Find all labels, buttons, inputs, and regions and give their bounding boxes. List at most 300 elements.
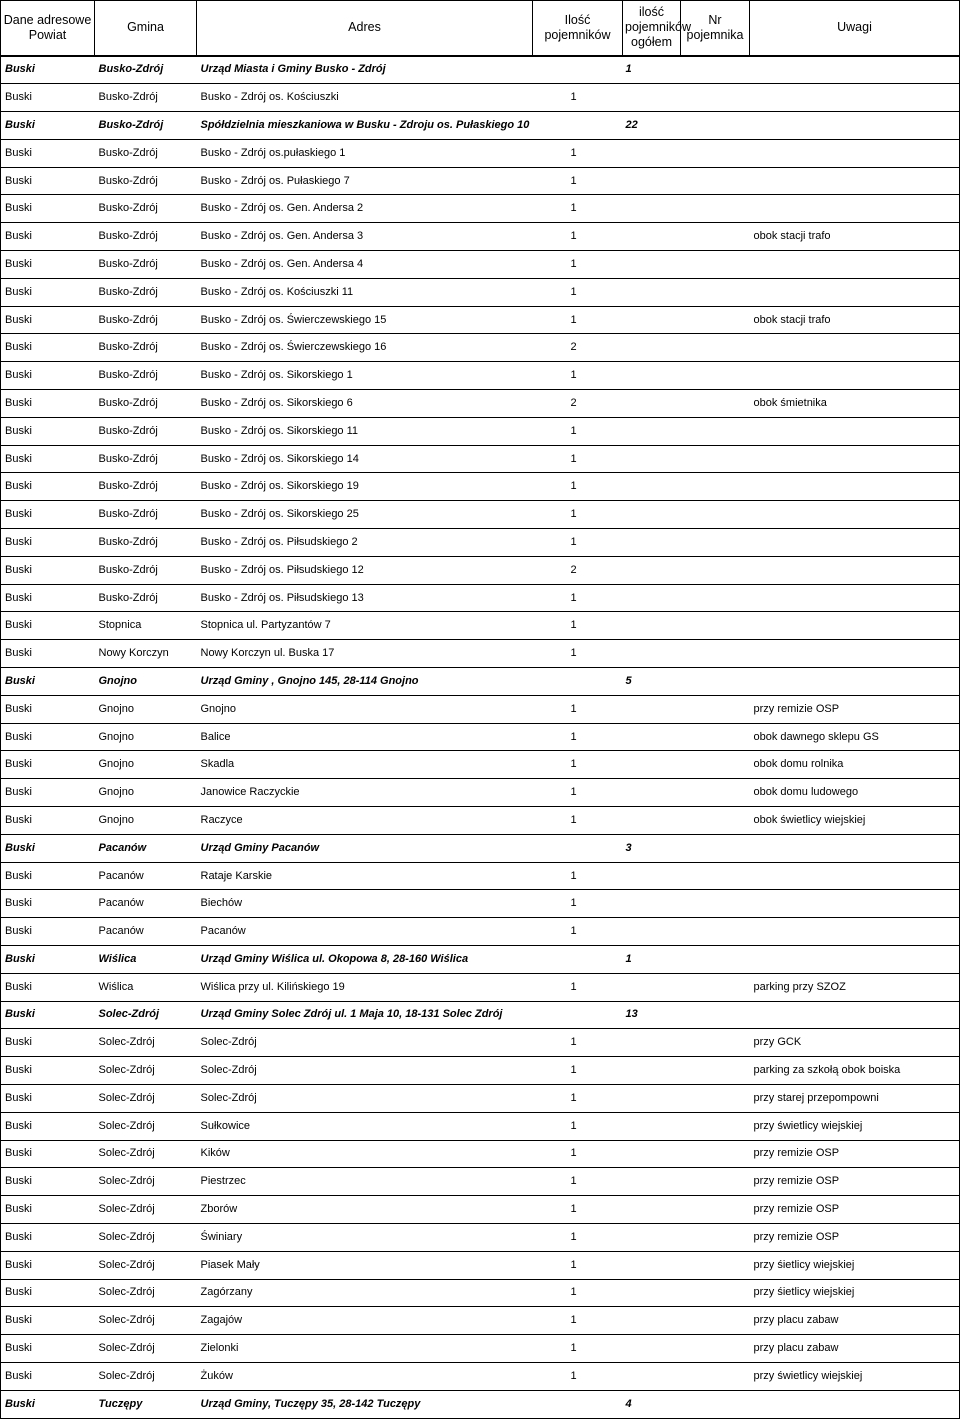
cell-ilosc bbox=[533, 56, 623, 84]
cell-powiat: Buski bbox=[1, 807, 95, 835]
cell-powiat: Buski bbox=[1, 473, 95, 501]
cell-gmina: Solec-Zdrój bbox=[95, 1196, 197, 1224]
cell-ogolem bbox=[623, 973, 681, 1001]
cell-uwagi: parking za szkołą obok boiska bbox=[750, 1057, 960, 1085]
cell-ilosc: 1 bbox=[533, 584, 623, 612]
cell-nr bbox=[681, 584, 750, 612]
cell-powiat: Buski bbox=[1, 973, 95, 1001]
cell-ogolem bbox=[623, 751, 681, 779]
cell-nr bbox=[681, 695, 750, 723]
cell-powiat: Buski bbox=[1, 195, 95, 223]
cell-powiat: Buski bbox=[1, 640, 95, 668]
table-row-municipal-office bbox=[1, 1001, 960, 1029]
table-row bbox=[1, 556, 960, 584]
cell-ilosc: 1 bbox=[533, 1196, 623, 1224]
table-row bbox=[1, 890, 960, 918]
cell-nr bbox=[681, 834, 750, 862]
cell-ogolem bbox=[623, 1307, 681, 1335]
cell-uwagi: przy remizie OSP bbox=[750, 1168, 960, 1196]
cell-ilosc bbox=[533, 946, 623, 974]
cell-nr bbox=[681, 306, 750, 334]
cell-ilosc: 1 bbox=[533, 501, 623, 529]
cell-adres: Piasek Mały bbox=[197, 1251, 533, 1279]
cell-gmina: Solec-Zdrój bbox=[95, 1001, 197, 1029]
cell-powiat: Buski bbox=[1, 723, 95, 751]
cell-ogolem bbox=[623, 1196, 681, 1224]
table-row bbox=[1, 862, 960, 890]
cell-adres: Urząd Gminy , Gnojno 145, 28-114 Gnojno bbox=[197, 668, 533, 696]
cell-nr bbox=[681, 1112, 750, 1140]
table-row-municipal-office bbox=[1, 668, 960, 696]
cell-ilosc: 1 bbox=[533, 779, 623, 807]
cell-uwagi bbox=[750, 834, 960, 862]
cell-nr bbox=[681, 112, 750, 140]
cell-nr bbox=[681, 807, 750, 835]
cell-uwagi bbox=[750, 1001, 960, 1029]
cell-adres: Busko - Zdrój os.pułaskiego 1 bbox=[197, 139, 533, 167]
cell-ilosc: 1 bbox=[533, 195, 623, 223]
cell-gmina: Pacanów bbox=[95, 834, 197, 862]
cell-adres: Busko - Zdrój os. Sikorskiego 6 bbox=[197, 390, 533, 418]
cell-ilosc: 1 bbox=[533, 362, 623, 390]
cell-uwagi: przy remizie OSP bbox=[750, 695, 960, 723]
cell-ogolem: 1 bbox=[623, 946, 681, 974]
cell-uwagi bbox=[750, 473, 960, 501]
cell-ilosc: 1 bbox=[533, 1057, 623, 1085]
cell-ilosc: 1 bbox=[533, 1168, 623, 1196]
cell-ogolem bbox=[623, 362, 681, 390]
cell-powiat: Buski bbox=[1, 695, 95, 723]
table-row-municipal-office bbox=[1, 834, 960, 862]
cell-nr bbox=[681, 1084, 750, 1112]
cell-adres: Busko - Zdrój os. Świerczewskiego 16 bbox=[197, 334, 533, 362]
cell-ogolem bbox=[623, 807, 681, 835]
table-row bbox=[1, 362, 960, 390]
table-row bbox=[1, 1335, 960, 1363]
cell-ilosc: 1 bbox=[533, 1362, 623, 1390]
table-row bbox=[1, 1362, 960, 1390]
cell-uwagi: przy placu zabaw bbox=[750, 1307, 960, 1335]
cell-ogolem bbox=[623, 139, 681, 167]
table-row bbox=[1, 417, 960, 445]
cell-adres: Raczyce bbox=[197, 807, 533, 835]
cell-ilosc: 1 bbox=[533, 1223, 623, 1251]
cell-powiat: Buski bbox=[1, 668, 95, 696]
cell-ogolem bbox=[623, 640, 681, 668]
cell-uwagi bbox=[750, 334, 960, 362]
table-row bbox=[1, 334, 960, 362]
cell-ogolem bbox=[623, 1251, 681, 1279]
cell-adres: Busko - Zdrój os. Piłsudskiego 2 bbox=[197, 529, 533, 557]
table-row bbox=[1, 751, 960, 779]
cell-powiat: Buski bbox=[1, 918, 95, 946]
cell-adres: Busko - Zdrój os. Kościuszki 11 bbox=[197, 278, 533, 306]
cell-powiat: Buski bbox=[1, 223, 95, 251]
cell-ogolem bbox=[623, 473, 681, 501]
cell-ilosc: 1 bbox=[533, 529, 623, 557]
table-row bbox=[1, 695, 960, 723]
cell-gmina: Busko-Zdrój bbox=[95, 501, 197, 529]
cell-nr bbox=[681, 1168, 750, 1196]
cell-ogolem bbox=[623, 1168, 681, 1196]
cell-gmina: Nowy Korczyn bbox=[95, 640, 197, 668]
cell-gmina: Wiślica bbox=[95, 946, 197, 974]
cell-ilosc: 1 bbox=[533, 473, 623, 501]
cell-uwagi bbox=[750, 278, 960, 306]
table-row bbox=[1, 1168, 960, 1196]
cell-ogolem: 1 bbox=[623, 56, 681, 84]
cell-ilosc bbox=[533, 834, 623, 862]
cell-gmina: Busko-Zdrój bbox=[95, 362, 197, 390]
cell-powiat: Buski bbox=[1, 1279, 95, 1307]
cell-adres: Balice bbox=[197, 723, 533, 751]
cell-ogolem bbox=[623, 1140, 681, 1168]
cell-nr bbox=[681, 1251, 750, 1279]
cell-uwagi bbox=[750, 445, 960, 473]
cell-adres: Busko - Zdrój os. Gen. Andersa 3 bbox=[197, 223, 533, 251]
cell-ogolem bbox=[623, 1029, 681, 1057]
cell-adres: Pacanów bbox=[197, 918, 533, 946]
cell-uwagi: przy świetlicy wiejskiej bbox=[750, 1112, 960, 1140]
cell-uwagi: obok domu ludowego bbox=[750, 779, 960, 807]
cell-nr bbox=[681, 1335, 750, 1363]
cell-powiat: Buski bbox=[1, 1196, 95, 1224]
cell-ogolem bbox=[623, 723, 681, 751]
cell-adres: Urząd Gminy Pacanów bbox=[197, 834, 533, 862]
cell-uwagi: przy starej przepompowni bbox=[750, 1084, 960, 1112]
table-row bbox=[1, 918, 960, 946]
cell-gmina: Busko-Zdrój bbox=[95, 445, 197, 473]
cell-ogolem bbox=[623, 1223, 681, 1251]
cell-uwagi bbox=[750, 556, 960, 584]
cell-uwagi: obok stacji trafo bbox=[750, 223, 960, 251]
cell-ogolem bbox=[623, 862, 681, 890]
cell-ogolem bbox=[623, 1335, 681, 1363]
cell-ilosc: 1 bbox=[533, 807, 623, 835]
cell-gmina: Busko-Zdrój bbox=[95, 473, 197, 501]
cell-uwagi bbox=[750, 612, 960, 640]
cell-adres: Zagórzany bbox=[197, 1279, 533, 1307]
cell-ilosc: 1 bbox=[533, 278, 623, 306]
cell-ilosc: 1 bbox=[533, 862, 623, 890]
cell-ogolem: 5 bbox=[623, 668, 681, 696]
cell-nr bbox=[681, 918, 750, 946]
cell-gmina: Busko-Zdrój bbox=[95, 167, 197, 195]
table-row bbox=[1, 723, 960, 751]
cell-powiat: Buski bbox=[1, 306, 95, 334]
table-row bbox=[1, 1140, 960, 1168]
cell-powiat: Buski bbox=[1, 862, 95, 890]
cell-nr bbox=[681, 445, 750, 473]
cell-gmina: Gnojno bbox=[95, 751, 197, 779]
cell-nr bbox=[681, 1140, 750, 1168]
cell-powiat: Buski bbox=[1, 362, 95, 390]
cell-gmina: Busko-Zdrój bbox=[95, 223, 197, 251]
cell-gmina: Busko-Zdrój bbox=[95, 334, 197, 362]
cell-nr bbox=[681, 1196, 750, 1224]
cell-powiat: Buski bbox=[1, 390, 95, 418]
cell-ogolem bbox=[623, 223, 681, 251]
cell-gmina: Solec-Zdrój bbox=[95, 1362, 197, 1390]
cell-powiat: Buski bbox=[1, 139, 95, 167]
cell-powiat: Buski bbox=[1, 946, 95, 974]
cell-nr bbox=[681, 139, 750, 167]
cell-adres: Janowice Raczyckie bbox=[197, 779, 533, 807]
cell-gmina: Stopnica bbox=[95, 612, 197, 640]
cell-powiat: Buski bbox=[1, 751, 95, 779]
cell-ogolem bbox=[623, 779, 681, 807]
cell-nr bbox=[681, 529, 750, 557]
cell-ogolem bbox=[623, 612, 681, 640]
table-row-municipal-office bbox=[1, 56, 960, 84]
cell-powiat: Buski bbox=[1, 890, 95, 918]
cell-adres: Busko - Zdrój os. Sikorskiego 1 bbox=[197, 362, 533, 390]
cell-ogolem bbox=[623, 695, 681, 723]
cell-ogolem bbox=[623, 167, 681, 195]
cell-ogolem bbox=[623, 84, 681, 112]
cell-ilosc bbox=[533, 1001, 623, 1029]
cell-powiat: Buski bbox=[1, 112, 95, 140]
cell-uwagi: parking przy SZOZ bbox=[750, 973, 960, 1001]
cell-adres: Zborów bbox=[197, 1196, 533, 1224]
table-header bbox=[1, 1, 960, 56]
cell-powiat: Buski bbox=[1, 56, 95, 84]
header-uwagi: Uwagi bbox=[750, 1, 960, 56]
cell-adres: Busko - Zdrój os. Piłsudskiego 13 bbox=[197, 584, 533, 612]
cell-ogolem bbox=[623, 501, 681, 529]
cell-adres: Nowy Korczyn ul. Buska 17 bbox=[197, 640, 533, 668]
cell-uwagi: obok dawnego sklepu GS bbox=[750, 723, 960, 751]
cell-powiat: Buski bbox=[1, 167, 95, 195]
cell-ilosc: 1 bbox=[533, 918, 623, 946]
cell-adres: Busko - Zdrój os. Pułaskiego 7 bbox=[197, 167, 533, 195]
cell-gmina: Busko-Zdrój bbox=[95, 529, 197, 557]
cell-ogolem bbox=[623, 1057, 681, 1085]
table-row bbox=[1, 84, 960, 112]
cell-adres: Gnojno bbox=[197, 695, 533, 723]
cell-adres: Świniary bbox=[197, 1223, 533, 1251]
cell-ogolem bbox=[623, 556, 681, 584]
cell-ilosc: 2 bbox=[533, 390, 623, 418]
cell-nr bbox=[681, 723, 750, 751]
cell-uwagi: obok stacji trafo bbox=[750, 306, 960, 334]
cell-ogolem bbox=[623, 251, 681, 279]
table-body bbox=[1, 56, 960, 1419]
cell-uwagi bbox=[750, 668, 960, 696]
cell-adres: Solec-Zdrój bbox=[197, 1029, 533, 1057]
cell-powiat: Buski bbox=[1, 445, 95, 473]
cell-gmina: Solec-Zdrój bbox=[95, 1307, 197, 1335]
cell-powiat: Buski bbox=[1, 1390, 95, 1418]
cell-ogolem bbox=[623, 1279, 681, 1307]
cell-uwagi bbox=[750, 56, 960, 84]
cell-ilosc: 2 bbox=[533, 334, 623, 362]
table-row bbox=[1, 529, 960, 557]
cell-ilosc: 1 bbox=[533, 1140, 623, 1168]
cell-uwagi: obok śmietnika bbox=[750, 390, 960, 418]
cell-ilosc: 1 bbox=[533, 139, 623, 167]
cell-ilosc: 1 bbox=[533, 890, 623, 918]
cell-nr bbox=[681, 195, 750, 223]
cell-adres: Urząd Gminy Wiślica ul. Okopowa 8, 28-160 Wiślica bbox=[197, 946, 533, 974]
cell-nr bbox=[681, 501, 750, 529]
cell-adres: Busko - Zdrój os. Gen. Andersa 2 bbox=[197, 195, 533, 223]
cell-ogolem bbox=[623, 584, 681, 612]
table-row bbox=[1, 1251, 960, 1279]
table-row bbox=[1, 195, 960, 223]
cell-uwagi bbox=[750, 167, 960, 195]
cell-gmina: Busko-Zdrój bbox=[95, 56, 197, 84]
cell-ilosc: 1 bbox=[533, 751, 623, 779]
cell-uwagi bbox=[750, 139, 960, 167]
cell-uwagi bbox=[750, 251, 960, 279]
cell-ilosc: 1 bbox=[533, 1335, 623, 1363]
cell-powiat: Buski bbox=[1, 1307, 95, 1335]
cell-uwagi bbox=[750, 501, 960, 529]
cell-uwagi bbox=[750, 890, 960, 918]
cell-powiat: Buski bbox=[1, 417, 95, 445]
cell-ogolem bbox=[623, 334, 681, 362]
cell-ogolem: 3 bbox=[623, 834, 681, 862]
cell-ogolem bbox=[623, 918, 681, 946]
cell-nr bbox=[681, 751, 750, 779]
cell-ogolem bbox=[623, 1084, 681, 1112]
cell-powiat: Buski bbox=[1, 334, 95, 362]
cell-powiat: Buski bbox=[1, 612, 95, 640]
cell-powiat: Buski bbox=[1, 1168, 95, 1196]
cell-powiat: Buski bbox=[1, 1112, 95, 1140]
cell-gmina: Solec-Zdrój bbox=[95, 1223, 197, 1251]
cell-nr bbox=[681, 1057, 750, 1085]
cell-ilosc: 1 bbox=[533, 1084, 623, 1112]
cell-powiat: Buski bbox=[1, 251, 95, 279]
cell-gmina: Gnojno bbox=[95, 807, 197, 835]
cell-uwagi: przy świetlicy wiejskiej bbox=[750, 1362, 960, 1390]
cell-adres: Zielonki bbox=[197, 1335, 533, 1363]
cell-uwagi bbox=[750, 84, 960, 112]
cell-gmina: Tuczępy bbox=[95, 1390, 197, 1418]
cell-nr bbox=[681, 1029, 750, 1057]
cell-adres: Skadla bbox=[197, 751, 533, 779]
cell-uwagi bbox=[750, 918, 960, 946]
table-row bbox=[1, 1196, 960, 1224]
cell-uwagi: przy śietlicy wiejskiej bbox=[750, 1279, 960, 1307]
cell-nr bbox=[681, 278, 750, 306]
cell-uwagi bbox=[750, 640, 960, 668]
cell-nr bbox=[681, 946, 750, 974]
table-row bbox=[1, 1084, 960, 1112]
cell-uwagi: przy remizie OSP bbox=[750, 1196, 960, 1224]
cell-gmina: Gnojno bbox=[95, 668, 197, 696]
table-row bbox=[1, 139, 960, 167]
cell-ilosc: 1 bbox=[533, 84, 623, 112]
cell-ogolem bbox=[623, 529, 681, 557]
cell-adres: Piestrzec bbox=[197, 1168, 533, 1196]
cell-ilosc: 1 bbox=[533, 1029, 623, 1057]
cell-gmina: Gnojno bbox=[95, 779, 197, 807]
header-adres: Adres bbox=[197, 1, 533, 56]
cell-nr bbox=[681, 223, 750, 251]
cell-powiat: Buski bbox=[1, 556, 95, 584]
cell-gmina: Busko-Zdrój bbox=[95, 417, 197, 445]
cell-adres: Solec-Zdrój bbox=[197, 1084, 533, 1112]
table-row bbox=[1, 473, 960, 501]
table-row bbox=[1, 612, 960, 640]
cell-gmina: Busko-Zdrój bbox=[95, 278, 197, 306]
cell-adres: Biechów bbox=[197, 890, 533, 918]
cell-powiat: Buski bbox=[1, 501, 95, 529]
cell-ilosc: 1 bbox=[533, 1112, 623, 1140]
cell-gmina: Busko-Zdrój bbox=[95, 112, 197, 140]
header-powiat: Dane adresowe Powiat bbox=[1, 1, 95, 56]
cell-ilosc: 1 bbox=[533, 695, 623, 723]
cell-nr bbox=[681, 251, 750, 279]
cell-uwagi bbox=[750, 946, 960, 974]
cell-uwagi: przy placu zabaw bbox=[750, 1335, 960, 1363]
cell-nr bbox=[681, 612, 750, 640]
table-row bbox=[1, 278, 960, 306]
cell-powiat: Buski bbox=[1, 1362, 95, 1390]
cell-powiat: Buski bbox=[1, 1251, 95, 1279]
cell-ogolem bbox=[623, 445, 681, 473]
cell-ilosc: 1 bbox=[533, 1279, 623, 1307]
cell-ogolem: 13 bbox=[623, 1001, 681, 1029]
cell-nr bbox=[681, 973, 750, 1001]
cell-gmina: Busko-Zdrój bbox=[95, 556, 197, 584]
cell-uwagi: obok domu rolnika bbox=[750, 751, 960, 779]
cell-gmina: Solec-Zdrój bbox=[95, 1251, 197, 1279]
table-row bbox=[1, 1057, 960, 1085]
cell-uwagi: przy remizie OSP bbox=[750, 1223, 960, 1251]
cell-ogolem bbox=[623, 1362, 681, 1390]
cell-nr bbox=[681, 473, 750, 501]
cell-uwagi bbox=[750, 862, 960, 890]
cell-gmina: Busko-Zdrój bbox=[95, 139, 197, 167]
cell-powiat: Buski bbox=[1, 84, 95, 112]
cell-ogolem bbox=[623, 1112, 681, 1140]
cell-adres: Urząd Gminy Solec Zdrój ul. 1 Maja 10, 18-131 Solec Zdrój bbox=[197, 1001, 533, 1029]
cell-adres: Zagajów bbox=[197, 1307, 533, 1335]
cell-nr bbox=[681, 1001, 750, 1029]
cell-adres: Wiślica przy ul. Kilińskiego 19 bbox=[197, 973, 533, 1001]
table-row bbox=[1, 306, 960, 334]
cell-gmina: Solec-Zdrój bbox=[95, 1057, 197, 1085]
table-row bbox=[1, 807, 960, 835]
table-row bbox=[1, 223, 960, 251]
cell-gmina: Solec-Zdrój bbox=[95, 1279, 197, 1307]
cell-gmina: Solec-Zdrój bbox=[95, 1168, 197, 1196]
table-row bbox=[1, 640, 960, 668]
cell-adres: Busko - Zdrój os. Sikorskiego 11 bbox=[197, 417, 533, 445]
cell-ogolem bbox=[623, 890, 681, 918]
cell-nr bbox=[681, 167, 750, 195]
cell-nr bbox=[681, 56, 750, 84]
cell-gmina: Gnojno bbox=[95, 695, 197, 723]
cell-uwagi bbox=[750, 362, 960, 390]
cell-powiat: Buski bbox=[1, 834, 95, 862]
cell-gmina: Busko-Zdrój bbox=[95, 584, 197, 612]
cell-ilosc: 1 bbox=[533, 167, 623, 195]
cell-gmina: Solec-Zdrój bbox=[95, 1029, 197, 1057]
cell-adres: Spółdzielnia mieszkaniowa w Busku - Zdroju os. Pułaskiego 10 bbox=[197, 112, 533, 140]
table-row-municipal-office bbox=[1, 946, 960, 974]
table-row bbox=[1, 390, 960, 418]
cell-adres: Busko - Zdrój os. Piłsudskiego 12 bbox=[197, 556, 533, 584]
cell-nr bbox=[681, 1307, 750, 1335]
header-gmina: Gmina bbox=[95, 1, 197, 56]
cell-ilosc: 1 bbox=[533, 640, 623, 668]
table-row bbox=[1, 501, 960, 529]
